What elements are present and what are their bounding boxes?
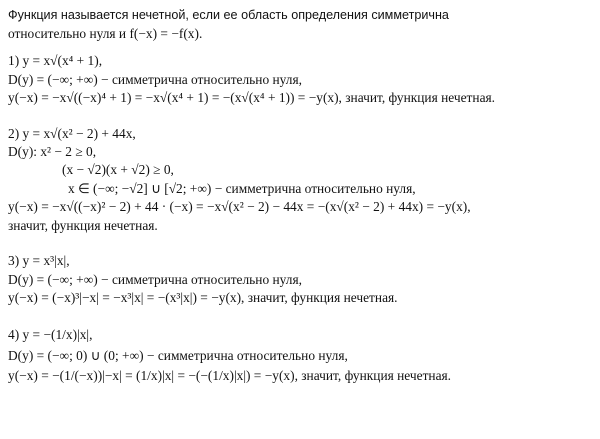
solution-2-interval: x ∈ (−∞; −√2] ∪ [√2; +∞) − симметрична относительно нуля,	[68, 180, 416, 196]
solution-2-conclusion: значит, функция нечетная.	[8, 217, 158, 233]
solution-2-function: 2) y = x√(x² − 2) + 44x,	[8, 125, 136, 141]
solution-4-function: 4) y = −(1/x)|x|,	[8, 327, 93, 343]
solution-1-check: y(−x) = −x√((−x)⁴ + 1) = −x√(x⁴ + 1) = −(x√(x⁴ + 1)) = −y(x), значит, функция нечетная.	[8, 90, 496, 106]
solution-1	[8, 52, 592, 106]
intro-paragraph	[8, 6, 592, 42]
solution-3-domain: D(y) = (−∞; +∞) − симметрична относительно нуля,	[8, 271, 302, 287]
solution-2-domain: D(y): x² − 2 ≥ 0,	[8, 144, 97, 159]
intro-line-1: Функция называется нечетной, если ее область определения симметрична	[8, 8, 449, 22]
solution-4-domain: D(y) = (−∞; 0) ∪ (0; +∞) − симметрична относительно нуля,	[8, 347, 348, 363]
solution-2-check: y(−x) = −x√((−x)² − 2) + 44 · (−x) = −x√(x² − 2) − 44x = −(x√(x² − 2) + 44x) = −y(x),	[8, 199, 471, 215]
solution-3-function: 3) y = x³|x|,	[8, 253, 70, 269]
solution-2	[8, 125, 592, 235]
solution-4-check: y(−x) = −(1/(−x))|−x| = (1/x)|x| = −(−(1/x)|x|) = −y(x), значит, функция нечетная.	[8, 368, 452, 384]
solution-3	[8, 252, 592, 306]
solution-2-factor: (x − √2)(x + √2) ≥ 0,	[62, 162, 174, 178]
solution-1-function: 1) y = x√(x⁴ + 1),	[8, 53, 103, 69]
solution-1-domain: D(y) = (−∞; +∞) − симметрична относительно нуля,	[8, 71, 302, 87]
intro-line-2: относительно нуля и f(−x) = −f(x).	[8, 25, 203, 41]
solution-3-check: y(−x) = (−x)³|−x| = −x³|x| = −(x³|x|) = −y(x), значит, функция нечетная.	[8, 289, 398, 305]
solution-4	[8, 324, 592, 386]
